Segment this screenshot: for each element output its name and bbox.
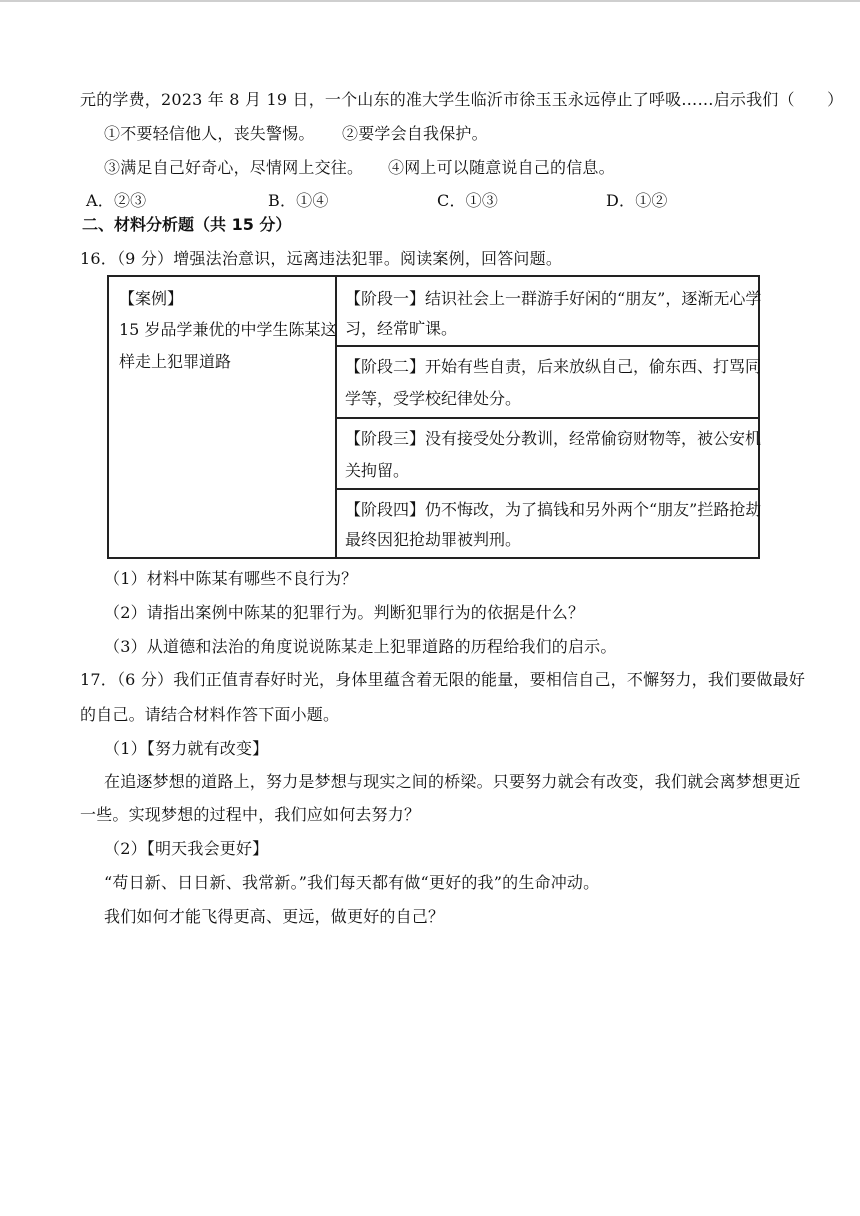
- stage-1-line-2: 习，经常旷课。: [345, 319, 458, 338]
- q15-choice-d[interactable]: D．①②: [606, 191, 668, 210]
- section-heading: 二、材料分析题（共 15 分）: [82, 215, 292, 234]
- stage-3-line-2: 关拘留。: [345, 461, 410, 480]
- q15-statement-4: ④网上可以随意说自己的信息。: [388, 158, 615, 177]
- q15-choice-c[interactable]: C．①③: [437, 191, 499, 210]
- case-table: [107, 275, 760, 559]
- q17-sub-2-title: （2）【明天我会更好】: [104, 839, 269, 858]
- q17-sub-2-text-line-1: “苟日新、日日新、我常新。”我们每天都有做“更好的我”的生命冲动。: [104, 873, 600, 892]
- q17-sub-1-text-line-1: 在追逐梦想的道路上，努力是梦想与现实之间的桥梁。只要努力就会有改变，我们就会离梦想更近: [104, 772, 801, 791]
- stage-row-2: [337, 345, 762, 417]
- q16-sub-question-1: （1）材料中陈某有哪些不良行为？: [104, 569, 358, 588]
- q17-sub-1-title: （1）【努力就有改变】: [104, 739, 269, 758]
- q17-stem-line-1: 17．（6 分）我们正值青春好时光，身体里蕴含着无限的能量，要相信自己，不懈努力，我们要做最好: [80, 670, 806, 689]
- stage-row-4: [337, 488, 762, 557]
- q17-sub-1-text-line-2: 一些。实现梦想的过程中，我们应如何去努力？: [80, 805, 421, 824]
- stage-4-line-2: 最终因犯抢劫罪被判刑。: [345, 530, 522, 549]
- case-text-line-2: 样走上犯罪道路: [119, 352, 232, 371]
- stage-1-line-1: 【阶段一】结识社会上一群游手好闲的“朋友”，逐渐无心学: [345, 289, 762, 308]
- stage-4-line-1: 【阶段四】仍不悔改，为了搞钱和另外两个“朋友”拦路抢劫: [345, 500, 762, 519]
- stage-2-line-1: 【阶段二】开始有些自责，后来放纵自己，偷东西、打骂同: [345, 357, 762, 376]
- stage-3-line-1: 【阶段三】没有接受处分教训，经常偷窃财物等，被公安机: [345, 429, 762, 448]
- q15-statement-1: ①不要轻信他人，丧失警惕。: [104, 124, 315, 143]
- case-text-line-1: 15 岁品学兼优的中学生陈某这: [119, 320, 337, 339]
- stage-2-line-2: 学等，受学校纪律处分。: [345, 389, 522, 408]
- stages-column: [337, 277, 762, 557]
- q15-statement-2: ②要学会自我保护。: [342, 124, 488, 143]
- stage-row-1: [337, 277, 762, 345]
- page-top-border: [0, 0, 860, 2]
- q16-sub-question-2: （2）请指出案例中陈某的犯罪行为。判断犯罪行为的依据是什么？: [104, 603, 585, 622]
- case-cell: [109, 277, 337, 557]
- q15-stem-tail: 元的学费，2023 年 8 月 19 日，一个山东的准大学生临沂市徐玉玉永远停止了呼吸……启示我们（ ）: [80, 90, 844, 109]
- q16-sub-question-3: （3）从道德和法治的角度说说陈某走上犯罪道路的历程给我们的启示。: [104, 637, 617, 656]
- stage-row-3: [337, 417, 762, 488]
- case-label: 【案例】: [119, 289, 184, 308]
- q15-choice-a[interactable]: A．②③: [86, 191, 147, 210]
- q16-stem: 16．（9 分）增强法治意识，远离违法犯罪。阅读案例，回答问题。: [80, 249, 563, 268]
- q17-stem-line-2: 的自己。请结合材料作答下面小题。: [80, 705, 340, 724]
- q15-statement-3: ③满足自己好奇心，尽情网上交往。: [104, 158, 364, 177]
- q15-choices: [0, 191, 860, 211]
- q17-sub-2-text-line-2: 我们如何才能飞得更高、更远，做更好的自己？: [104, 907, 445, 926]
- q15-choice-b[interactable]: B．①④: [268, 191, 329, 210]
